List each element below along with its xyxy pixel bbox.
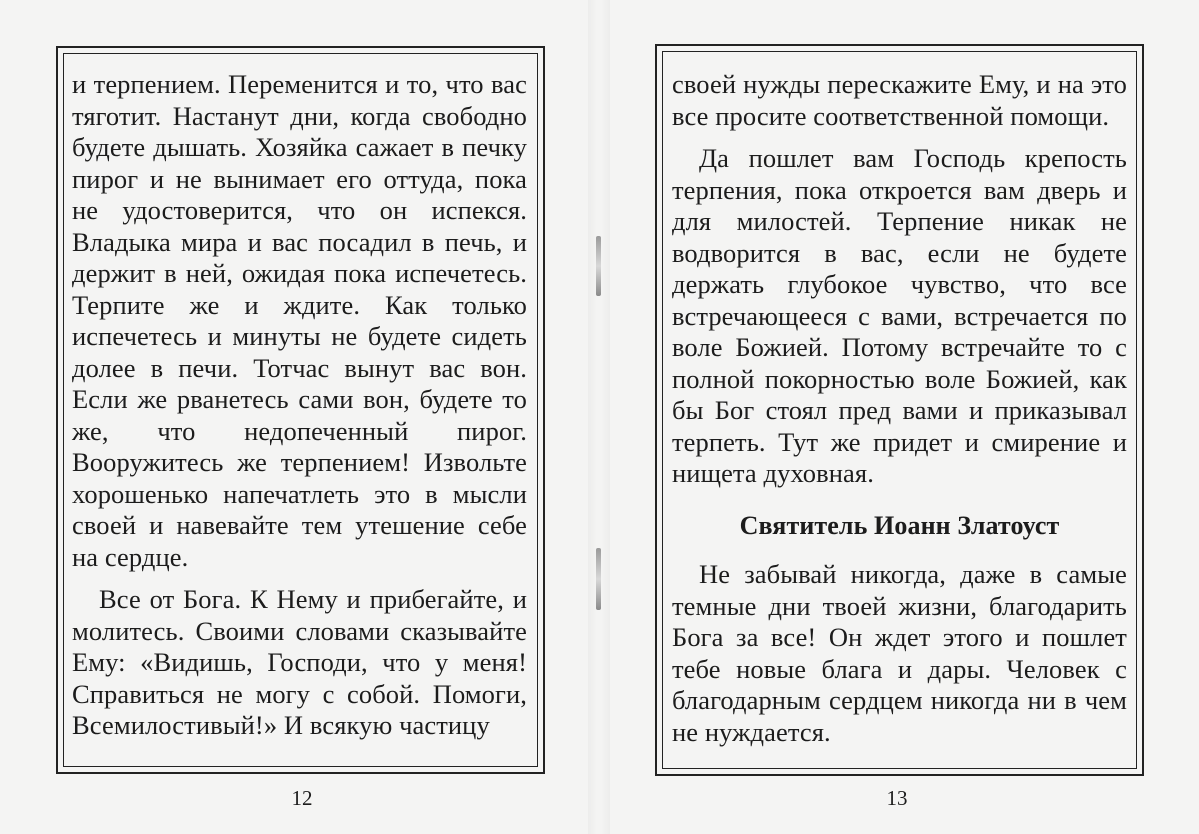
right-page-text: [672, 69, 1127, 748]
book-gutter: [588, 0, 610, 834]
left-page-text: [72, 69, 527, 742]
right-paragraph-2: Да пошлет вам Господь крепость терпения, пока откроется вам дверь и для милостей. Терпение никак не водворится в вас, если не будете держать глубокое чувство, что все встречающееся с вами, встречается по воле Божией. Потому встречайте то с полной покорностью воле Божией, как бы Бог стоял пред вами и приказывал терпеть. Тут же придет и смирение и нищета духовная.: [672, 143, 1127, 488]
quote-paragraph: Не забывай никогда, даже в самые темные дни твоей жизни, благодарить Бога за все! Он ждет этого и пошлет тебе новые блага и дары. Человек с благодарным сердцем никогда ни в чем не нуждается.: [672, 559, 1127, 747]
binding-stitch-top: [596, 236, 601, 296]
left-paragraph-1: и терпением. Переменится и то, что вас тяготит. Настанут дни, когда свободно будете дышать. Хозяйка сажает в печку пирог и не вынимает его оттуда, пока не удостоверится, что он испекся. Владыка мира и вас посадил в печь, и держит в ней, ожидая пока испечетесь. Терпите же и ждите. Как только испечетесь и минуты не будете сидеть долее в печи. Тотчас вынут вас вон. Если же рванетесь сами вон, будете то же, что недопеченный пирог. Вооружитесь же терпением! Извольте хорошенько напечатлеть это в мысли своей и навевайте тем утешение себе на сердце.: [72, 69, 527, 572]
page-number-right: 13: [886, 786, 908, 810]
right-paragraph-1: своей нужды перескажите Ему, и на это все просите соответственной помощи.: [672, 69, 1127, 131]
section-heading: Святитель Иоанн Златоуст: [739, 510, 1060, 540]
page-number-left: 12: [291, 786, 313, 810]
left-paragraph-2: Все от Бога. К Нему и прибегайте, и молитесь. Своими словами сказывайте Ему: «Видишь, Господи, что у меня! Справиться не могу с собой. Помоги, Всемилостивый!» И всякую частицу: [72, 584, 527, 740]
binding-stitch-bottom: [596, 548, 601, 610]
